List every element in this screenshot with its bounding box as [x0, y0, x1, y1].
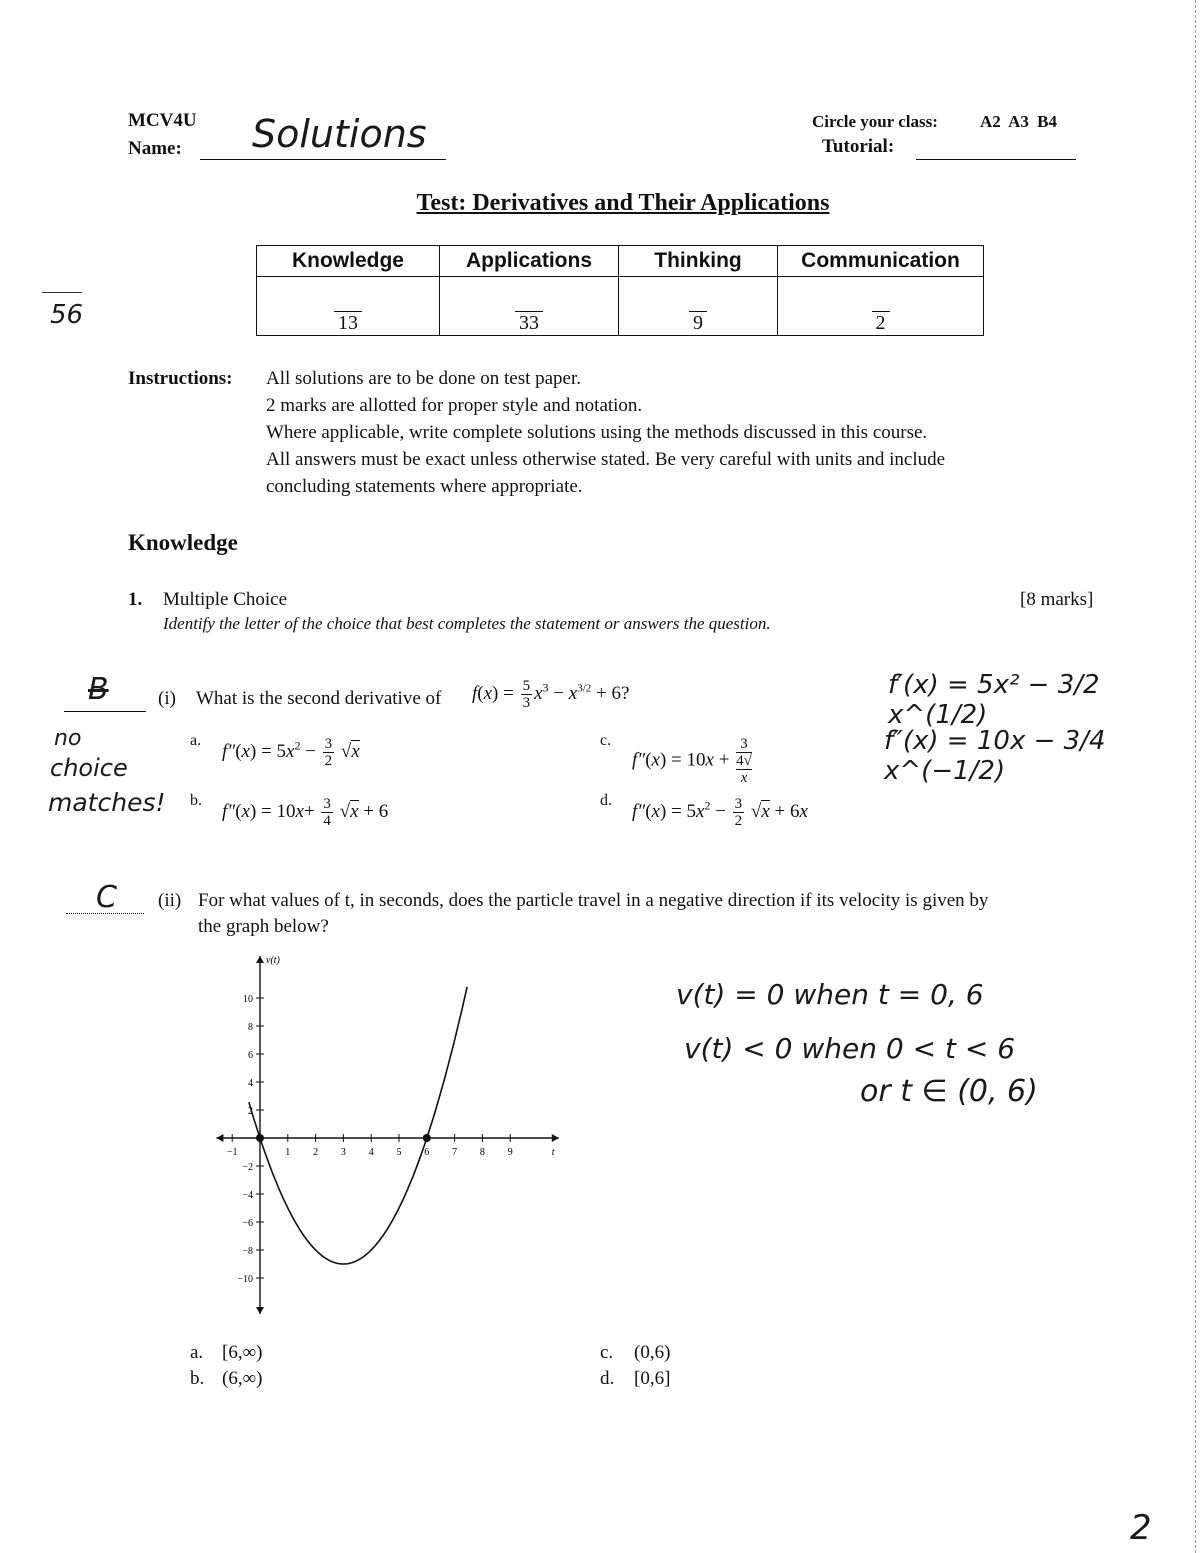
cell-communication [778, 277, 984, 336]
note-line: choice [50, 754, 128, 782]
y-axis-arrow [256, 956, 264, 963]
choice-ii-c: (0,6) [634, 1342, 671, 1363]
y-tick-label: −4 [242, 1190, 253, 1201]
part-i-stem: What is the second derivative of [196, 688, 442, 709]
answer-mark-i: B [88, 672, 109, 707]
choice-label: d. [600, 1368, 615, 1389]
work-line: f″(x) = 10x − 3/4 x^(−1/2) [884, 726, 1106, 786]
x-tick-label: 4 [368, 1147, 374, 1158]
zero-point [256, 1134, 264, 1142]
col-applications: Applications [440, 246, 619, 277]
work-line: v(t) < 0 when 0 < t < 6 [684, 1032, 1016, 1065]
choice-ii-d: [0,6] [634, 1368, 671, 1389]
total-score: 56 [50, 300, 84, 330]
x-tick-label: −1 [226, 1147, 238, 1158]
choice-label: b. [190, 792, 202, 809]
answer-ii: C [96, 880, 117, 915]
y-tick-label: −6 [242, 1218, 253, 1229]
test-title: Test: Derivatives and Their Applications [416, 190, 830, 216]
page-mark: 2 [1130, 1508, 1152, 1548]
y-tick-label: −10 [237, 1274, 253, 1285]
zero-point [423, 1134, 431, 1142]
choice-label: a. [190, 732, 202, 749]
choice-label: b. [190, 1368, 205, 1389]
tutorial-label: Tutorial: [822, 136, 895, 157]
part-ii-stem: the graph below? [198, 916, 329, 937]
choice-d: $f''(x) = 5x^2$ − $\frac{3}{2}$ √x + 6x [632, 796, 808, 829]
x-tick-label: 9 [507, 1147, 513, 1158]
cell-knowledge [257, 277, 440, 336]
instruction-line: All answers must be exact unless otherwise stated. Be very careful with units and include [266, 449, 946, 470]
instruction-line: All solutions are to be done on test paper. [266, 368, 582, 389]
x-axis-arrow [552, 1134, 559, 1142]
outof-communication: 2 [872, 311, 890, 334]
choice-label: c. [600, 732, 612, 749]
x-tick-label: 2 [313, 1147, 319, 1158]
y-axis-arrow [256, 1307, 264, 1314]
y-tick-label: 8 [248, 1022, 253, 1033]
total-bar [42, 292, 82, 293]
x-axis-arrow [216, 1134, 223, 1142]
x-axis-label: t [551, 1147, 555, 1158]
choice-b: f″(x) = 10x+ $\frac{3}{4}$ √x + 6 [222, 796, 389, 829]
choice-ii-b: (6,∞) [222, 1368, 263, 1389]
series-line-v [249, 987, 467, 1264]
x-tick-label: 3 [340, 1147, 346, 1158]
question-number: 1. [128, 589, 143, 610]
tutorial-line [916, 158, 1076, 160]
choice-a: $f''(x) = 5x^2$ − $\frac{3}{2}$ √x [222, 736, 360, 769]
outof-applications: 33 [515, 311, 543, 334]
work-line: f′(x) = 5x² − 3/2 x^(1/2) [888, 670, 1100, 730]
part-ii-label: (ii) [158, 890, 182, 911]
instruction-line: 2 marks are allotted for proper style and notation. [266, 395, 643, 416]
name-line [200, 158, 446, 160]
x-tick-label: 6 [424, 1147, 430, 1158]
choice-label: c. [600, 1342, 614, 1363]
x-tick-label: 1 [285, 1147, 291, 1158]
y-tick-label: 4 [248, 1078, 253, 1089]
name-label: Name: [128, 138, 182, 159]
note-line: no [54, 726, 82, 751]
question-title: Multiple Choice [163, 589, 288, 610]
cell-thinking [619, 277, 778, 336]
work-line: v(t) = 0 when t = 0, 6 [676, 978, 984, 1011]
question-instruction: Identify the letter of the choice that best completes the statement or answers the question. [163, 614, 771, 633]
instruction-line: concluding statements where appropriate. [266, 476, 583, 497]
x-tick-label: 7 [452, 1147, 458, 1158]
choice-label: a. [190, 1342, 204, 1363]
class-options: A2 A3 B4 [980, 112, 1057, 131]
name-value: Solutions [252, 112, 427, 156]
part-ii-stem: For what values of t, in seconds, does the particle travel in a negative direction if its velocity is given by [198, 890, 989, 911]
x-tick-label: 5 [396, 1147, 402, 1158]
col-thinking: Thinking [619, 246, 778, 277]
y-tick-label: 6 [248, 1050, 253, 1061]
course-code: MCV4U [128, 110, 197, 131]
y-tick-label: −2 [242, 1162, 253, 1173]
velocity-graph [190, 955, 570, 1320]
choice-ii-a: [6,∞) [222, 1342, 263, 1363]
y-axis-label: v(t) [266, 955, 280, 966]
col-communication: Communication [778, 246, 984, 277]
outof-knowledge: 13 [334, 311, 362, 334]
part-i-function: f(x) = $\frac{5}{3}$ $x^3 - x^{3/2} + 6$? [472, 678, 630, 711]
section-title: Knowledge [128, 530, 238, 555]
instruction-line: Where applicable, write complete solutions using the methods discussed in this course. [266, 422, 928, 443]
instructions-label: Instructions: [128, 368, 233, 389]
note-line: matches! [48, 788, 166, 817]
cell-applications [440, 277, 619, 336]
y-tick-label: −8 [242, 1246, 253, 1257]
choice-c: f″(x) = 10x + 3 4√ x [632, 736, 752, 786]
x-tick-label: 8 [479, 1147, 485, 1158]
choice-label: d. [600, 792, 612, 809]
outof-thinking: 9 [689, 311, 707, 334]
part-i-label: (i) [158, 688, 176, 709]
class-label: Circle your class: [812, 112, 938, 131]
answer-line-i [64, 710, 146, 712]
col-knowledge: Knowledge [257, 246, 440, 277]
y-tick-label: 10 [243, 994, 253, 1005]
marks-table [256, 245, 984, 336]
y-tick-label: 2 [248, 1106, 253, 1117]
work-line: or t ∈ (0, 6) [860, 1074, 1038, 1109]
question-marks: [8 marks] [1020, 589, 1094, 610]
